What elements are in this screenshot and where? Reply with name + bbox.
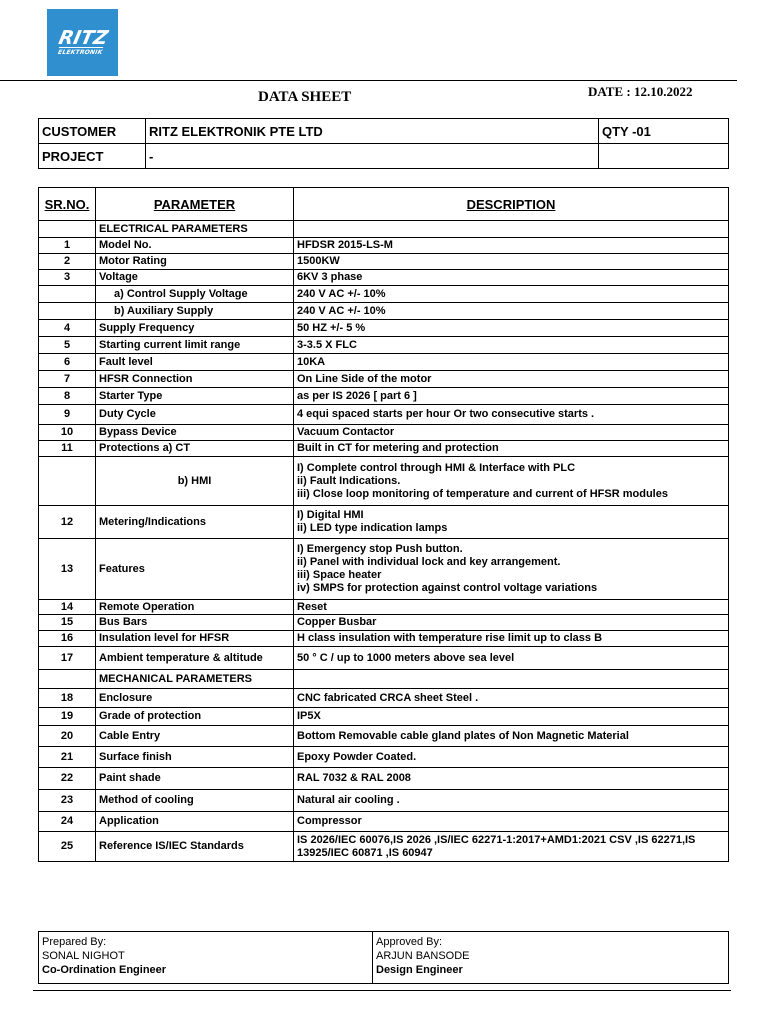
row-parameter: ELECTRICAL PARAMETERS	[96, 221, 294, 238]
row-parameter: Enclosure	[96, 689, 294, 708]
row-description	[294, 270, 729, 286]
row-sr-no: 12	[39, 506, 96, 539]
description-line: IS 2026/IEC 60076,IS 2026 ,IS/IEC 62271-1:2017+AMD1:2021 CSV ,IS 62271,IS	[297, 833, 696, 846]
table-row	[39, 832, 729, 862]
row-sr-no	[39, 221, 96, 238]
row-sr-no: 9	[39, 405, 96, 425]
row-sr-no: 6	[39, 354, 96, 371]
description-line: 6KV 3 phase	[297, 271, 363, 283]
row-sr-no: 21	[39, 747, 96, 768]
row-description	[294, 747, 729, 768]
row-sr-no: 24	[39, 812, 96, 832]
row-sr-no: 5	[39, 337, 96, 354]
row-sr-no: 18	[39, 689, 96, 708]
row-sr-no: 11	[39, 441, 96, 457]
row-parameter: Metering/Indications	[96, 506, 294, 539]
row-parameter: Starter Type	[96, 388, 294, 405]
description-line: 10KA	[297, 355, 326, 368]
row-description	[294, 689, 729, 708]
description-line: iii) Space heater	[297, 569, 382, 581]
row-parameter: Starting current limit range	[96, 337, 294, 354]
table-row	[39, 768, 729, 790]
row-sr-no: 2	[39, 254, 96, 270]
prepared-by-cell	[39, 932, 373, 984]
row-sr-no: 8	[39, 388, 96, 405]
approved-by-name: ARJUN BANSODE	[376, 950, 470, 962]
row-parameter: Remote Operation	[96, 600, 294, 615]
row-parameter: Surface finish	[96, 747, 294, 768]
description-line: 3-3.5 X FLC	[297, 338, 357, 351]
description-line: I) Digital HMI	[297, 509, 364, 521]
table-row	[39, 790, 729, 812]
table-row	[39, 286, 729, 303]
prepared-by-role: Co-Ordination Engineer	[42, 964, 167, 976]
description-line: ii) LED type indication lamps	[297, 522, 448, 534]
quantity: QTY -01	[599, 119, 729, 144]
row-description	[294, 647, 729, 670]
description-line: Vacuum Contactor	[297, 426, 395, 438]
row-description	[294, 812, 729, 832]
row-description	[294, 615, 729, 631]
table-row	[39, 441, 729, 457]
row-description	[294, 388, 729, 405]
approved-by-label: Approved By:	[376, 936, 443, 948]
page-title: DATA SHEET	[258, 89, 352, 105]
table-row	[39, 708, 729, 726]
table-row	[39, 303, 729, 320]
description-line: On Line Side of the motor	[297, 372, 432, 385]
table-row	[39, 221, 729, 238]
row-description	[294, 600, 729, 615]
project-label: PROJECT	[39, 144, 146, 169]
prepared-by-name: SONAL NIGHOT	[42, 950, 125, 962]
row-description	[294, 441, 729, 457]
description-line: Reset	[297, 600, 327, 613]
description-line: HFDSR 2015-LS-M	[297, 239, 393, 251]
signature-table	[38, 931, 729, 984]
description-line: CNC fabricated CRCA sheet Steel .	[297, 691, 479, 704]
prepared-by-label: Prepared By:	[42, 936, 107, 948]
row-description	[294, 631, 729, 647]
row-parameter: Voltage	[96, 270, 294, 286]
customer-label: CUSTOMER	[39, 119, 146, 144]
row-parameter: b) HMI	[96, 457, 294, 506]
table-row	[39, 539, 729, 600]
row-sr-no: 1	[39, 238, 96, 254]
row-description	[294, 405, 729, 425]
row-parameter: HFSR Connection	[96, 371, 294, 388]
row-parameter: Insulation level for HFSR	[96, 631, 294, 647]
description-line: Copper Busbar	[297, 616, 377, 628]
row-sr-no: 23	[39, 790, 96, 812]
description-line: 13925/IEC 60871 ,IS 60947	[297, 846, 433, 859]
table-row	[39, 747, 729, 768]
description-line: IP5X	[297, 710, 321, 722]
description-line: 50 ° C / up to 1000 meters above sea level	[297, 651, 515, 664]
row-parameter: Bypass Device	[96, 425, 294, 441]
row-description	[294, 425, 729, 441]
row-parameter: Ambient temperature & altitude	[96, 647, 294, 670]
approved-by-role: Design Engineer	[376, 964, 463, 976]
table-row	[39, 425, 729, 441]
table-row	[39, 320, 729, 337]
description-line: as per IS 2026 [ part 6 ]	[297, 389, 417, 402]
row-sr-no: 7	[39, 371, 96, 388]
row-sr-no: 17	[39, 647, 96, 670]
row-parameter: Application	[96, 812, 294, 832]
description-line: Natural air cooling .	[297, 794, 400, 806]
description-line: 240 V AC +/- 10%	[297, 287, 386, 300]
row-parameter: Features	[96, 539, 294, 600]
customer-value: RITZ ELEKTRONIK PTE LTD	[146, 119, 599, 144]
row-description	[294, 506, 729, 539]
row-description	[294, 708, 729, 726]
row-sr-no: 16	[39, 631, 96, 647]
row-description	[294, 832, 729, 862]
description-line: ii) Panel with individual lock and key arrangement.	[297, 556, 561, 568]
row-sr-no	[39, 670, 96, 689]
row-parameter: MECHANICAL PARAMETERS	[96, 670, 294, 689]
header-sr-no: SR.NO.	[39, 188, 96, 221]
row-description	[294, 670, 729, 689]
row-description	[294, 354, 729, 371]
description-line: iii) Close loop monitoring of temperature and current of HFSR modules	[297, 487, 668, 500]
description-line: 50 HZ +/- 5 %	[297, 321, 366, 334]
row-description	[294, 726, 729, 747]
row-description	[294, 254, 729, 270]
table-row	[39, 631, 729, 647]
table-row	[39, 238, 729, 254]
table-row	[39, 457, 729, 506]
description-line: Compressor	[297, 815, 362, 827]
row-parameter: Protections a) CT	[96, 441, 294, 457]
row-parameter: Bus Bars	[96, 615, 294, 631]
table-row	[39, 600, 729, 615]
row-description	[294, 221, 729, 238]
row-description	[294, 337, 729, 354]
row-sr-no: 20	[39, 726, 96, 747]
logo-text-bottom: ELEKTRONIK	[57, 48, 104, 56]
header-parameter: PARAMETER	[96, 188, 294, 221]
table-row	[39, 647, 729, 670]
row-description	[294, 303, 729, 320]
table-row	[39, 354, 729, 371]
description-line: ii) Fault Indications.	[297, 474, 401, 487]
description-line: Built in CT for metering and protection	[297, 442, 499, 454]
table-row	[39, 615, 729, 631]
row-parameter: b) Auxiliary Supply	[96, 303, 294, 320]
row-description	[294, 768, 729, 790]
row-parameter: a) Control Supply Voltage	[96, 286, 294, 303]
row-parameter: Cable Entry	[96, 726, 294, 747]
description-line: RAL 7032 & RAL 2008	[297, 772, 411, 784]
row-sr-no	[39, 457, 96, 506]
row-description	[294, 539, 729, 600]
table-row	[39, 506, 729, 539]
parameters-table	[38, 187, 729, 862]
table-row	[39, 337, 729, 354]
row-parameter: Paint shade	[96, 768, 294, 790]
row-parameter: Duty Cycle	[96, 405, 294, 425]
table-row	[39, 689, 729, 708]
table-row	[39, 371, 729, 388]
customer-table	[38, 118, 729, 169]
logo-text-top: RITZ	[57, 26, 111, 49]
row-description	[294, 286, 729, 303]
row-parameter: Motor Rating	[96, 254, 294, 270]
row-description	[294, 371, 729, 388]
document-date: DATE : 12.10.2022	[588, 84, 693, 99]
row-description	[294, 320, 729, 337]
row-parameter: Fault level	[96, 354, 294, 371]
description-line: H class insulation with temperature rise limit up to class B	[297, 632, 603, 644]
description-line: Bottom Removable cable gland plates of Non Magnetic Material	[297, 729, 629, 742]
row-parameter: Supply Frequency	[96, 320, 294, 337]
approved-by-cell	[373, 932, 729, 984]
table-row	[39, 726, 729, 747]
description-line: Epoxy Powder Coated.	[297, 750, 417, 763]
table-row	[39, 254, 729, 270]
row-sr-no: 13	[39, 539, 96, 600]
row-description	[294, 790, 729, 812]
row-description	[294, 238, 729, 254]
description-line: 240 V AC +/- 10%	[297, 304, 386, 317]
table-row	[39, 812, 729, 832]
description-line: I) Emergency stop Push button.	[297, 543, 463, 555]
header-rule	[0, 80, 737, 81]
table-row	[39, 270, 729, 286]
row-parameter: Method of cooling	[96, 790, 294, 812]
header-description: DESCRIPTION	[294, 188, 729, 221]
table-row	[39, 388, 729, 405]
row-sr-no	[39, 303, 96, 320]
table-row	[39, 405, 729, 425]
row-sr-no: 14	[39, 600, 96, 615]
description-line: 4 equi spaced starts per hour Or two consecutive starts .	[297, 408, 595, 420]
row-sr-no: 4	[39, 320, 96, 337]
row-sr-no	[39, 286, 96, 303]
row-sr-no: 25	[39, 832, 96, 862]
footer-rule	[33, 990, 731, 991]
row-parameter: Reference IS/IEC Standards	[96, 832, 294, 862]
row-sr-no: 15	[39, 615, 96, 631]
row-sr-no: 10	[39, 425, 96, 441]
project-value: -	[146, 144, 599, 169]
row-parameter: Grade of protection	[96, 708, 294, 726]
row-sr-no: 19	[39, 708, 96, 726]
description-line: iv) SMPS for protection against control voltage variations	[297, 582, 598, 594]
row-sr-no: 3	[39, 270, 96, 286]
table-row	[39, 670, 729, 689]
description-line: 1500KW	[297, 255, 340, 267]
project-blank	[599, 144, 729, 169]
description-line: I) Complete control through HMI & Interface with PLC	[297, 461, 576, 474]
company-logo	[47, 9, 118, 76]
row-description	[294, 457, 729, 506]
row-parameter: Model No.	[96, 238, 294, 254]
row-sr-no: 22	[39, 768, 96, 790]
